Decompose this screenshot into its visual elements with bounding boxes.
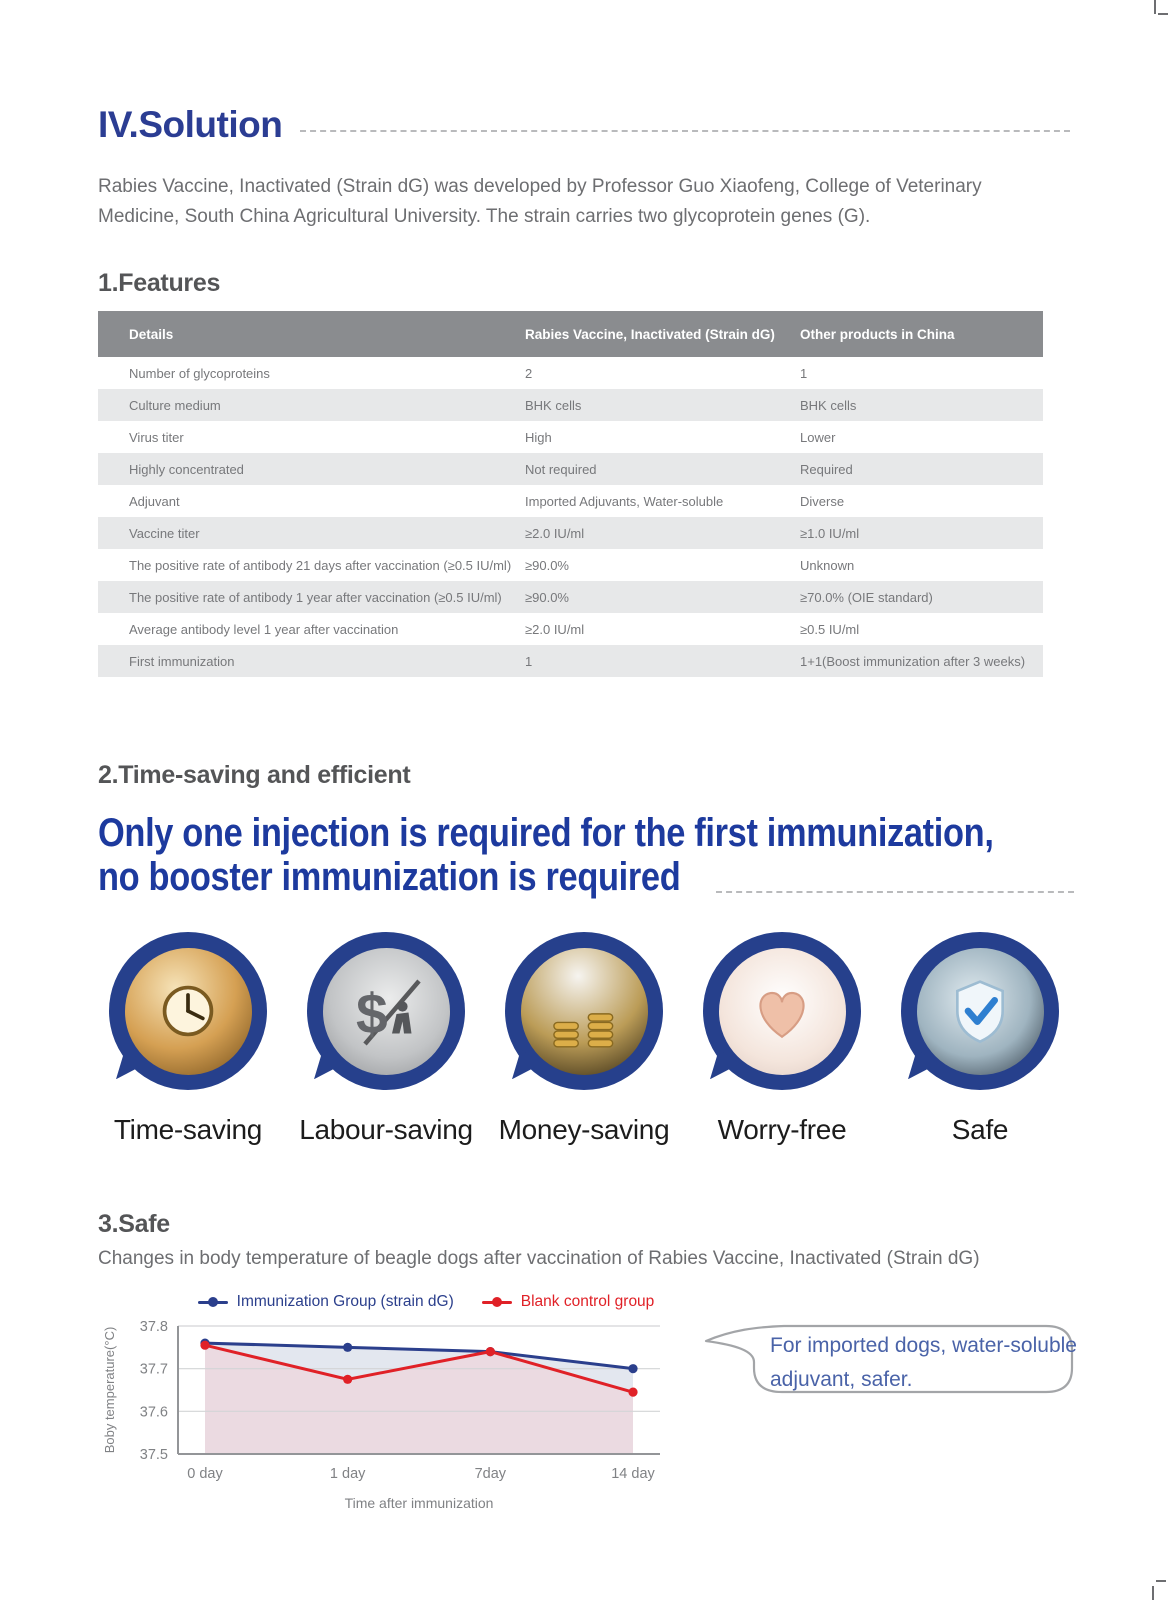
- row-value: BHK cells: [800, 397, 857, 413]
- row-value: Imported Adjuvants, Water-soluble: [525, 493, 724, 509]
- benefit-bubble: [703, 932, 861, 1090]
- clock-icon: [125, 948, 252, 1075]
- row-value: ≥2.0 IU/ml: [525, 621, 585, 637]
- table-row: [98, 549, 1043, 581]
- table-row: [98, 645, 1043, 677]
- svg-text:0 day: 0 day: [187, 1466, 223, 1483]
- row-label: Culture medium: [129, 397, 221, 413]
- benefit-safe: [890, 932, 1070, 1146]
- table-row: [98, 517, 1043, 549]
- benefit-bubble: [109, 932, 267, 1090]
- benefit-label: Money-saving: [498, 1114, 670, 1146]
- row-value: High: [525, 429, 552, 445]
- row-value: ≥90.0%: [525, 557, 569, 573]
- svg-text:$: $: [356, 982, 388, 1047]
- chart-row: [98, 1290, 1077, 1521]
- benefit-time-saving: [98, 932, 278, 1146]
- row-label: Vaccine titer: [129, 525, 200, 541]
- row-value: BHK cells: [525, 397, 582, 413]
- headline-line2: no booster immunization is required: [98, 856, 1070, 900]
- temperature-chart: [98, 1290, 676, 1521]
- legend-marker-red: [482, 1301, 512, 1304]
- row-value: Not required: [525, 461, 597, 477]
- page-title: IV.Solution: [98, 104, 283, 145]
- table-row: [98, 357, 1043, 389]
- safe-heading: 3.Safe: [98, 1210, 170, 1239]
- table-row: [98, 453, 1043, 485]
- benefit-money-saving: [494, 932, 674, 1146]
- heart-hands-icon: [719, 948, 846, 1075]
- benefit-labour-saving: [296, 932, 476, 1146]
- table-row: [98, 581, 1043, 613]
- chart-legend: [98, 1290, 676, 1314]
- dollar-labour-icon: [323, 948, 450, 1075]
- table-row: [98, 421, 1043, 453]
- row-value: ≥90.0%: [525, 589, 569, 605]
- legend-label: Immunization Group (strain dG): [236, 1293, 454, 1311]
- row-value: 1+1(Boost immunization after 3 weeks): [800, 653, 1026, 669]
- table-header-row: [98, 311, 1043, 357]
- features-heading: 1.Features: [98, 269, 221, 298]
- svg-text:37.8: 37.8: [139, 1319, 168, 1336]
- row-label: The positive rate of antibody 1 year after vaccination (≥0.5 IU/ml): [129, 589, 502, 605]
- row-value: 2: [525, 365, 533, 381]
- svg-text:Boby temperature(°C): Boby temperature(°C): [102, 1326, 117, 1454]
- svg-text:Time after immunization: Time after immunization: [344, 1495, 494, 1512]
- row-label: Number of glycoproteins: [129, 365, 270, 381]
- features-table-head: [98, 311, 1043, 357]
- benefit-label: Worry-free: [717, 1114, 847, 1146]
- legend-label: Blank control group: [520, 1293, 655, 1311]
- benefits-row: [98, 932, 1070, 1146]
- row-value: Required: [800, 461, 853, 477]
- features-table-body: [98, 357, 1043, 677]
- benefit-worry-free: [692, 932, 872, 1146]
- row-label: Virus titer: [129, 429, 184, 445]
- row-value: 1: [800, 365, 808, 381]
- svg-text:1 day: 1 day: [329, 1466, 366, 1483]
- row-value: ≥2.0 IU/ml: [525, 525, 585, 541]
- svg-text:37.6: 37.6: [139, 1404, 168, 1421]
- benefit-label: Time-saving: [113, 1114, 263, 1146]
- svg-text:37.7: 37.7: [139, 1361, 168, 1378]
- benefit-bubble: [505, 932, 663, 1090]
- intro-paragraph: Rabies Vaccine, Inactivated (Strain dG) was developed by Professor Guo Xiaofeng, College of Veterinary Medicine, South China Agricultural University. The strain carries two glycoprotein genes (G).: [98, 176, 982, 227]
- crop-mark-top-right-vertical: [1154, 0, 1156, 14]
- table-row: [98, 485, 1043, 517]
- legend-marker-blue: [198, 1301, 228, 1304]
- time-saving-heading: 2.Time-saving and efficient: [98, 761, 411, 790]
- benefit-bubble: [901, 932, 1059, 1090]
- crop-mark-top-right-horizontal: [1158, 13, 1168, 15]
- column-header-other-products: Other products in China: [800, 311, 1043, 357]
- benefit-label: Labour-saving: [299, 1114, 473, 1146]
- row-value: ≥1.0 IU/ml: [800, 525, 860, 541]
- table-row: [98, 613, 1043, 645]
- bubble-text: For imported dogs, water-soluble adjuvant, safer.: [770, 1334, 1077, 1392]
- speech-bubble: [698, 1318, 1082, 1402]
- headline: [98, 812, 1070, 900]
- shield-check-icon: [917, 948, 1044, 1075]
- row-value: 1: [525, 653, 533, 669]
- table-row: [98, 389, 1043, 421]
- column-header-details: Details: [98, 311, 525, 357]
- crop-mark-bottom-right-horizontal: [1156, 1580, 1166, 1582]
- safe-subtitle: Changes in body temperature of beagle dogs after vaccination of Rabies Vaccine, Inactivated (Strain dG): [98, 1248, 980, 1270]
- row-label: Average antibody level 1 year after vaccination: [129, 621, 399, 637]
- headline-line1: Only one injection is required for the first immunization,: [98, 811, 994, 856]
- benefit-label: Safe: [951, 1114, 1009, 1146]
- row-value: Diverse: [800, 493, 845, 509]
- line-chart-svg: [98, 1314, 676, 1516]
- legend-item-immunization: [198, 1293, 454, 1311]
- row-value: Unknown: [800, 557, 855, 573]
- title-row: [98, 0, 1070, 146]
- row-value: ≥0.5 IU/ml: [800, 621, 860, 637]
- row-value: Lower: [800, 429, 836, 445]
- title-dotted-line: [300, 130, 1070, 132]
- headline-dotted-line: [716, 891, 1074, 893]
- row-label: Adjuvant: [129, 493, 180, 509]
- coins-icon: [521, 948, 648, 1075]
- row-label: Highly concentrated: [129, 461, 244, 477]
- features-table: [98, 311, 1043, 677]
- row-label: First immunization: [129, 653, 235, 669]
- svg-text:7day: 7day: [474, 1466, 507, 1483]
- row-value: ≥70.0% (OIE standard): [800, 589, 933, 605]
- crop-mark-bottom-right-vertical: [1152, 1586, 1154, 1600]
- column-header-strain-dg: Rabies Vaccine, Inactivated (Strain dG): [525, 311, 800, 357]
- svg-text:14 day: 14 day: [611, 1466, 655, 1483]
- row-label: The positive rate of antibody 21 days after vaccination (≥0.5 IU/ml): [129, 557, 512, 573]
- legend-item-control: [482, 1293, 655, 1311]
- svg-text:37.5: 37.5: [139, 1447, 168, 1464]
- benefit-bubble: [307, 932, 465, 1090]
